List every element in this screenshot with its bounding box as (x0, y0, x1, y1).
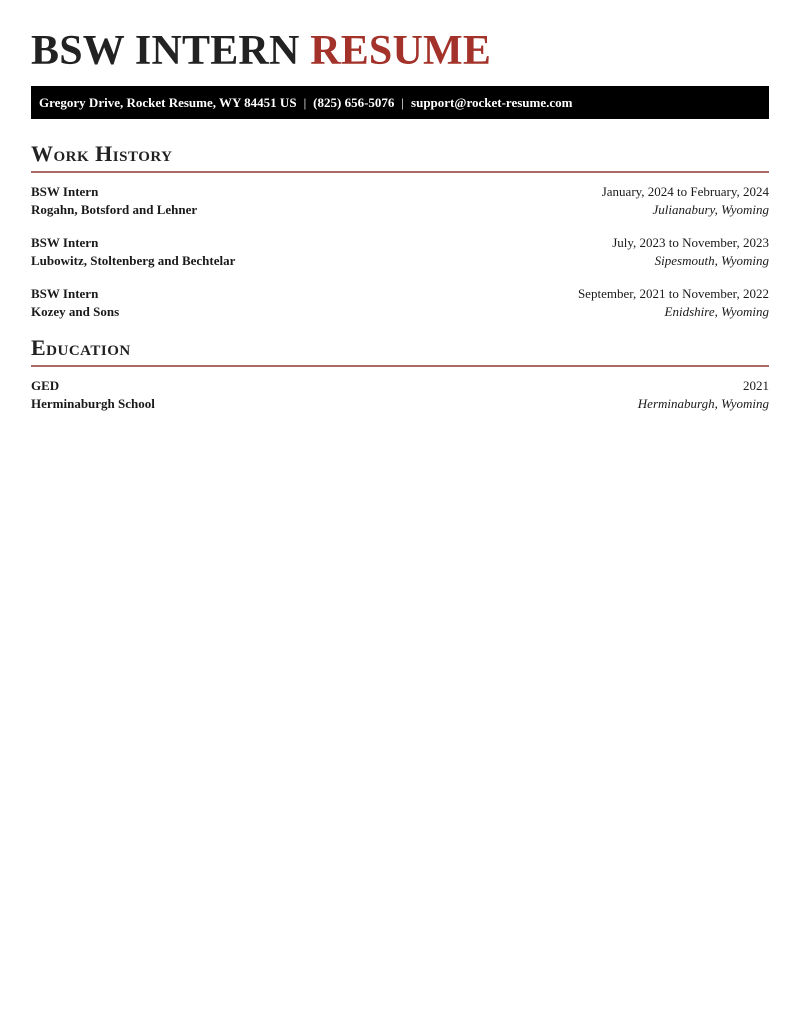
work-entry (31, 183, 769, 219)
education-year: 2021 (743, 378, 769, 393)
job-dates: July, 2023 to November, 2023 (612, 235, 769, 250)
resume-page (31, 0, 769, 413)
work-entry (31, 234, 769, 270)
contact-separator: | (303, 95, 307, 110)
job-title: BSW Intern (31, 286, 99, 301)
job-title: BSW Intern (31, 184, 99, 199)
title-resume-word: RESUME (310, 28, 492, 74)
job-title: BSW Intern (31, 235, 99, 250)
job-company: Rogahn, Botsford and Lehner (31, 202, 198, 217)
title-role: BSW INTERN (31, 28, 300, 74)
education-entry (31, 377, 769, 413)
job-location: Julianabury, Wyoming (652, 202, 769, 217)
contact-address: Gregory Drive, Rocket Resume, WY 84451 US (39, 95, 297, 110)
contact-phone: (825) 656-5076 (313, 95, 395, 110)
contact-email: support@rocket-resume.com (411, 95, 573, 110)
job-location: Sipesmouth, Wyoming (654, 253, 769, 268)
work-history-heading: Work History (31, 141, 769, 173)
education-location: Herminaburgh, Wyoming (637, 396, 769, 411)
resume-title (31, 0, 769, 74)
job-dates: January, 2024 to February, 2024 (601, 184, 769, 199)
education-school: Herminaburgh School (31, 396, 155, 411)
job-company: Kozey and Sons (31, 304, 120, 319)
work-entry (31, 285, 769, 321)
education-degree: GED (31, 378, 60, 393)
job-location: Enidshire, Wyoming (664, 304, 769, 319)
education-heading: Education (31, 335, 769, 367)
job-dates: September, 2021 to November, 2022 (577, 286, 769, 301)
job-company: Lubowitz, Stoltenberg and Bechtelar (31, 253, 236, 268)
contact-bar (31, 86, 769, 119)
contact-separator: | (401, 95, 405, 110)
